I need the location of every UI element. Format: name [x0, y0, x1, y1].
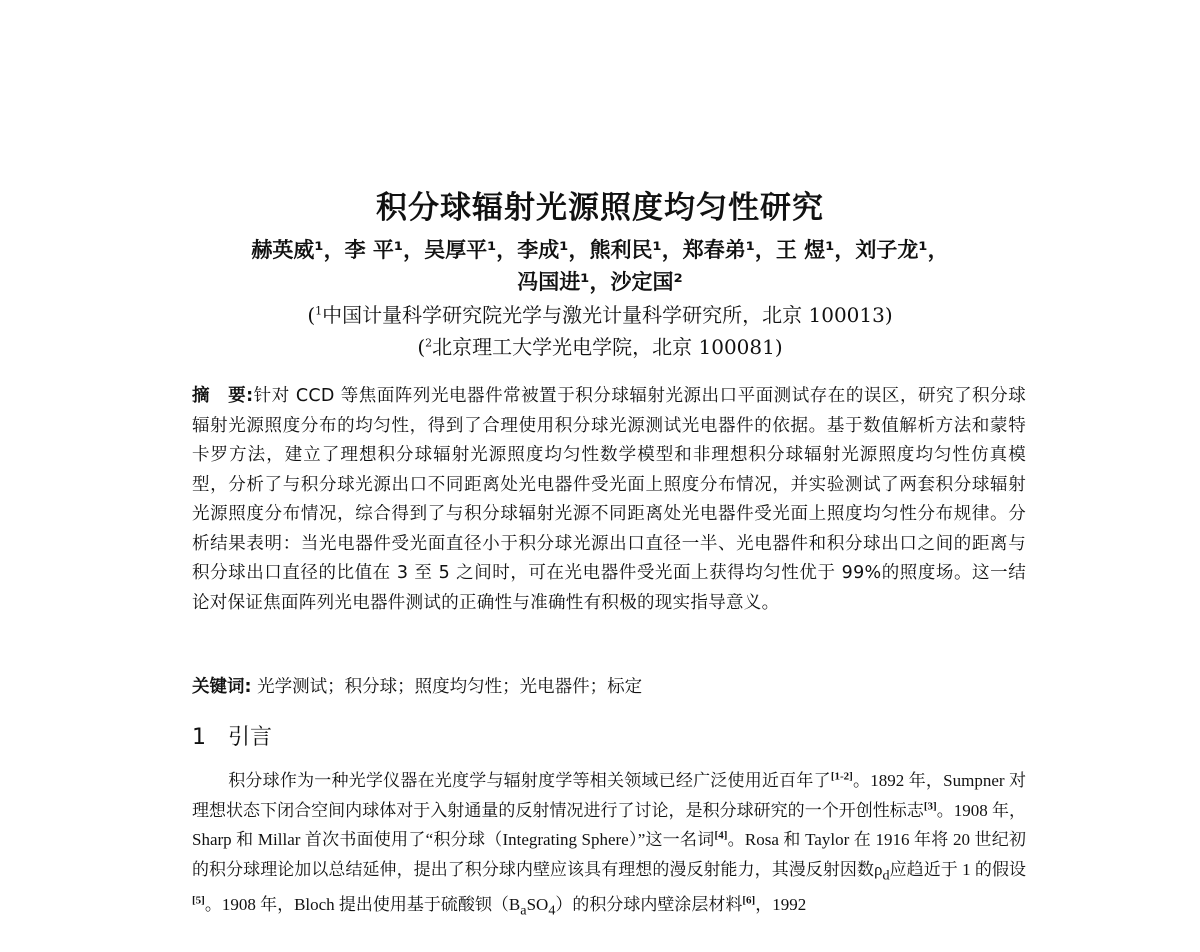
formula-subscript: 4 [548, 902, 556, 919]
body-text: 应趋近于 1 的假设 [889, 859, 1027, 879]
body-text: ）的积分球内壁涂层材料 [555, 895, 743, 915]
citation: [1-2] [830, 770, 853, 783]
body-text: 。1908 年，Sharp 和 Millar 首次书面使用了“积分球（Integrating Sphere）”这一名词 [192, 800, 1027, 849]
abstract [192, 382, 1026, 618]
body-text: 。Rosa 和 Taylor 在 1916 年将 20 世纪初的积分球理论加以总结延伸，提出了积分球内壁应该具有理想的漫反射能力，其漫反射因数ρ [192, 830, 1026, 879]
section-heading [192, 720, 272, 751]
affiliation-1-marker: 1 [315, 304, 323, 318]
citation: [5] [192, 894, 205, 907]
body-text: 。1892 年，Sumpner 对理想状态下闭合空间内球体对于入射通量的反射情况进行了讨论，是积分球研究的一个开创性标志 [192, 771, 1026, 820]
citation: [4] [714, 829, 728, 842]
body-text: SO [526, 895, 549, 915]
rho-subscript: d [882, 866, 890, 883]
citation: [3] [923, 799, 937, 812]
body-paragraph [192, 766, 1026, 926]
keywords [192, 673, 1026, 702]
affiliation-2-marker: 2 [425, 336, 433, 350]
affiliation-2-text: 北京理工大学光电学院，北京 100081 [432, 335, 775, 359]
keywords-text: 光学测试；积分球；照度均匀性；光电器件；标定 [257, 677, 643, 697]
author-line-1: 赫英威¹，李 平¹，吴厚平¹，李成¹，熊利民¹，郑春弟¹，王 煜¹，刘子龙¹， [251, 238, 949, 262]
abstract-text: 针对 CCD 等焦面阵列光电器件常被置于积分球辐射光源出口平面测试存在的误区，研究了积分球辐射光源照度分布的均匀性，得到了合理使用积分球光源测试光电器件的依据。基于数值解析方法和蒙特卡罗方法，建立了理想积分球辐射光源照度均匀性数学模型和非理想积分球辐射光源照度均匀性仿真模型，分析了与积分球光源出口不同距离处光电器件受光面上照度分布情况，并实验测试了两套积分球辐射光源照度分布情况，综合得到了与积分球辐射光源不同距离处光电器件受光面上照度均匀性分布规律。分析结果表明：当光电器件受光面直径小于积分球光源出口直径一半、光电器件和积分球出口之间的距离与积分球出口直径的比值在 3 至 5 之间时，可在光电器件受光面上获得均匀性优于 99%的照度场。这一结论对保证焦面阵列光电器件测试的正确性与准确性有积极的现实指导意义。 [192, 386, 1026, 613]
author-list [150, 234, 1050, 298]
formula-subscript: a [520, 902, 527, 919]
affiliation-1-text: 中国计量科学研究院光学与激光计量科学研究所，北京 100013 [322, 303, 885, 327]
body-text: ，1992 [755, 895, 807, 915]
body-text: 积分球作为一种光学仪器在光度学与辐射度学等相关领域已经广泛使用近百年了 [228, 771, 831, 790]
body-text: 。1908 年，Bloch 提出使用基于硫酸钡（B [204, 895, 521, 915]
paper-title: 积分球辐射光源照度均匀性研究 [376, 190, 824, 226]
abstract-label: 摘 要: [192, 386, 254, 406]
author-line-2: 冯国进¹，沙定国² [517, 270, 683, 294]
section-number: 1 [192, 725, 206, 750]
affiliation-1: ($^1$中国计量科学研究院光学与激光计量科学研究所，北京 100013) [307, 303, 893, 327]
affiliation-2: ($^2$北京理工大学光电学院，北京 100081) [417, 335, 783, 359]
citation: [6] [742, 894, 756, 907]
keywords-label: 关键词: [192, 677, 252, 697]
section-title: 引言 [228, 725, 273, 750]
